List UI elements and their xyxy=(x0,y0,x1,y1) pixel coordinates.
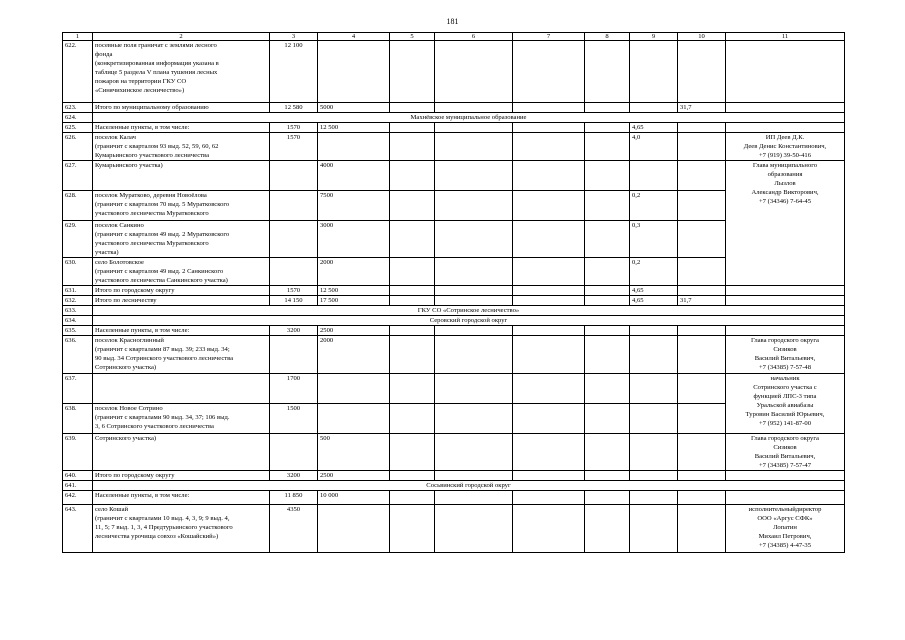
section-title: Серовский городской округ xyxy=(93,316,845,326)
section-title: Сосьвинский городской округ xyxy=(93,481,845,491)
table-row xyxy=(63,41,845,103)
cell-value: 17 500 xyxy=(318,296,390,306)
row-name: Населенные пункты, в том числе: xyxy=(93,326,270,336)
row-name: село Кошай (граничит с кварталами 10 выд. 4, 3, 9; 9 выд. 4, 11, 5; 7 выд. 1, 3, 4 Предтурьинского участкового лесничества урочища совхоз «Кошайский») xyxy=(93,505,270,553)
row-name: Итого по городскому округу xyxy=(93,286,270,296)
row-number: 637. xyxy=(63,374,93,404)
row-name: поселок Новое Сотрино (граничит с кварталами 90 выд. 34, 37; 106 выд. 3, 6 Сотринского участкового лесничества xyxy=(93,404,270,434)
column-number-row xyxy=(63,33,845,41)
contact-cell: Глава муниципального образования Лызлов Александр Викторович, +7 (34346) 7-64-45 xyxy=(726,161,845,286)
row-number: 628. xyxy=(63,191,93,221)
cell-value: 1570 xyxy=(270,123,318,133)
row-name: посевные поля граничат с землями лесного фонда (конкретизированная информация указана в таблице 5 раздела V плана тушения лесных пожаров на территории ГКУ СО «Синячихинское лесничество») xyxy=(93,41,270,103)
table-row xyxy=(63,336,845,374)
cell-value: 3200 xyxy=(270,471,318,481)
cell-value: 14 150 xyxy=(270,296,318,306)
fire-plan-table xyxy=(62,32,845,553)
row-number: 626. xyxy=(63,133,93,161)
row-name: Итого по лесничеству xyxy=(93,296,270,306)
table-row xyxy=(63,326,845,336)
table-row xyxy=(63,434,845,471)
row-name: поселок Калач (граничит с кварталом 93 выд. 52, 59, 60, 62 Кумарьинского участкового лесничества xyxy=(93,133,270,161)
row-number: 638. xyxy=(63,404,93,434)
row-number: 629. xyxy=(63,221,93,258)
cell-value: 0,2 xyxy=(630,258,678,286)
row-name: Сотринского участка) xyxy=(93,434,270,471)
row-name: Кумарьинского участка) xyxy=(93,161,270,191)
column-number: 3 xyxy=(270,33,318,41)
cell-value: 4,65 xyxy=(630,123,678,133)
cell-value: 4,0 xyxy=(630,133,678,161)
column-number: 2 xyxy=(93,33,270,41)
page-number: 181 xyxy=(446,17,459,26)
table-row xyxy=(63,296,845,306)
cell-value: 2500 xyxy=(318,326,390,336)
row-number: 634. xyxy=(63,316,93,326)
table-row xyxy=(63,123,845,133)
table-row xyxy=(63,471,845,481)
cell-value: 0,3 xyxy=(630,221,678,258)
cell-value: 1700 xyxy=(270,374,318,404)
cell-value: 10 000 xyxy=(318,491,390,505)
section-row xyxy=(63,481,845,491)
cell-value: 4350 xyxy=(270,505,318,553)
section-row xyxy=(63,316,845,326)
table-row xyxy=(63,505,845,553)
row-number: 627. xyxy=(63,161,93,191)
row-number: 631. xyxy=(63,286,93,296)
row-number: 635. xyxy=(63,326,93,336)
table-row xyxy=(63,103,845,113)
table-row xyxy=(63,374,845,404)
cell-value: 4000 xyxy=(318,161,390,191)
row-number: 641. xyxy=(63,481,93,491)
cell-value: 11 850 xyxy=(270,491,318,505)
row-name: поселок Санкино (граничит с кварталом 49 выд. 2 Муратковского участкового лесничества Муратковского участка) xyxy=(93,221,270,258)
row-name: село Болотовское (граничит с кварталом 49 выд. 2 Санкинского участкового лесничества Санкинского участка) xyxy=(93,258,270,286)
row-number: 632. xyxy=(63,296,93,306)
cell-value: 12 500 xyxy=(318,286,390,296)
table-row xyxy=(63,133,845,161)
row-number: 624. xyxy=(63,113,93,123)
cell-value: 31,7 xyxy=(678,296,726,306)
column-number: 4 xyxy=(318,33,390,41)
contact-cell: ИП Деев Д.К. Деев Денис Константинович, +7 (919) 39-50-416 xyxy=(726,133,845,161)
column-number: 8 xyxy=(585,33,630,41)
row-name: поселок Муратково, деревня Новоёлова (граничит с кварталом 70 выд. 5 Муратковского участкового лесничества Муратковского xyxy=(93,191,270,221)
cell-value: 1500 xyxy=(270,404,318,434)
row-number: 640. xyxy=(63,471,93,481)
row-number: 625. xyxy=(63,123,93,133)
cell-value: 2500 xyxy=(318,471,390,481)
cell-value: 12 100 xyxy=(270,41,318,103)
row-name: Итого по городскому округу xyxy=(93,471,270,481)
cell-value: 0,2 xyxy=(630,191,678,221)
row-number: 636. xyxy=(63,336,93,374)
column-number: 7 xyxy=(513,33,585,41)
cell-value: 7500 xyxy=(318,191,390,221)
cell-value: 1570 xyxy=(270,286,318,296)
cell-value: 12 580 xyxy=(270,103,318,113)
contact-cell: начальник Сотринского участка с функцией ЛПС-3 типа Уральской авиабазы Туровин Василий Юрьевич, +7 (952) 141-87-00 xyxy=(726,374,845,434)
section-row xyxy=(63,113,845,123)
cell-value: 500 xyxy=(318,434,390,471)
cell-value: 2000 xyxy=(318,336,390,374)
cell-value: 12 500 xyxy=(318,123,390,133)
contact-cell: Глава городского округа Сизиков Василий Витальевич, +7 (34385) 7-57-47 xyxy=(726,434,845,471)
cell-value: 1570 xyxy=(270,133,318,161)
column-number: 1 xyxy=(63,33,93,41)
row-number: 630. xyxy=(63,258,93,286)
row-name: Населенные пункты, в том числе: xyxy=(93,123,270,133)
cell-value: 3200 xyxy=(270,326,318,336)
cell-value: 31,7 xyxy=(678,103,726,113)
row-number: 622. xyxy=(63,41,93,103)
row-number: 642. xyxy=(63,491,93,505)
row-number: 633. xyxy=(63,306,93,316)
row-name: поселок Красноглинный (граничит с кварталами 87 выд. 39; 233 выд. 34; 90 выд. 34 Сотринского участкового лесничества Сотринского участка) xyxy=(93,336,270,374)
row-name: Населенные пункты, в том числе: xyxy=(93,491,270,505)
contact-cell: Глава городского округа Сизиков Василий Витальевич, +7 (34385) 7-57-48 xyxy=(726,336,845,374)
table-row xyxy=(63,491,845,505)
cell-value: 3000 xyxy=(318,221,390,258)
column-number: 6 xyxy=(435,33,513,41)
row-number: 623. xyxy=(63,103,93,113)
section-title: ГКУ СО «Сотринское лесничество» xyxy=(93,306,845,316)
row-number: 643. xyxy=(63,505,93,553)
row-name: Итого по муниципальному образованию xyxy=(93,103,270,113)
cell-value: 2000 xyxy=(318,258,390,286)
cell-value: 4,65 xyxy=(630,296,678,306)
column-number: 10 xyxy=(678,33,726,41)
column-number: 5 xyxy=(390,33,435,41)
section-title: Махнёвское муниципальное образование xyxy=(93,113,845,123)
column-number: 9 xyxy=(630,33,678,41)
cell-value: 4,65 xyxy=(630,286,678,296)
contact-cell: исполнительныйдиректор ООО «Аргус СФК» Лопатин Михаил Петрович, +7 (34385) 4-47-35 xyxy=(726,505,845,553)
column-number: 11 xyxy=(726,33,845,41)
row-number: 639. xyxy=(63,434,93,471)
section-row xyxy=(63,306,845,316)
table-row xyxy=(63,161,845,191)
table-row xyxy=(63,286,845,296)
cell-value: 5000 xyxy=(318,103,390,113)
